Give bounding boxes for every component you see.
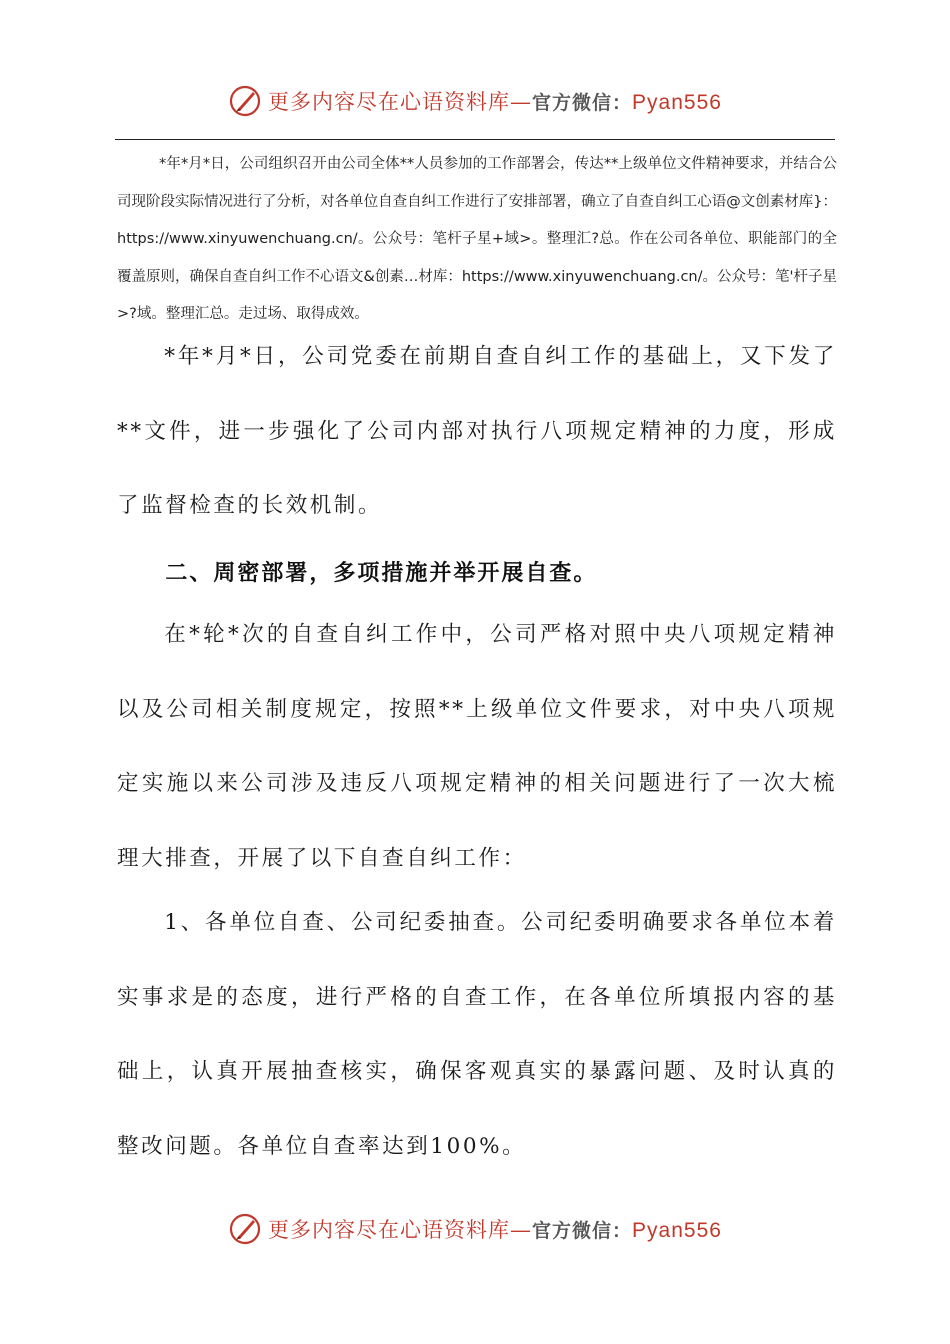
footer-watermark-banner xyxy=(0,1212,950,1246)
body-paragraph-3: 1、各单位自查、公司纪委抽查。公司纪委明确要求各单位本着实事求是的态度，进行严格的自查工作，在各单位所填报内容的基础上，认真开展抽查核实，确保客观真实的暴露问题、及时认真的整改问题。各单位自查率达到100%。 xyxy=(117,910,837,1159)
intro-paragraph: *年*月*日，公司组织召开由公司全体**人员参加的工作部署会，传达**上级单位文件精神要求，并结合公司现阶段实际情况进行了分析，对各单位自查自纠工作进行了安排部署，确立了自查自纠工心语@文创素材库}：https://www.xinyuwenchuang.cn/。公众号：笔杆子星+域>。整理汇?总。作在公司各单位、职能部门的全覆盖原则，确保自查自纠工作不心语文&创素…材库：https://www.xinyuwenchuang.cn/。公众号：笔'杆子星>?域。整理汇总。走过场、取得成效。 xyxy=(117,156,837,322)
watermark-text: 更多内容尽在心语资料库—官方微信：Pyan556 xyxy=(268,1218,722,1242)
header-divider xyxy=(115,139,835,140)
body-paragraph-2: 在*轮*次的自查自纠工作中，公司严格对照中央八项规定精神以及公司相关制度规定，按照**上级单位文件要求，对中央八项规定实施以来公司涉及违反八项规定精神的相关问题进行了一次大梳理大排查，开展了以下自查自纠工作： xyxy=(117,622,837,871)
section-heading-2: 二、周密部署，多项措施并举开展自查。 xyxy=(165,561,598,586)
quill-pen-logo-icon xyxy=(228,84,262,118)
body-paragraph-1: *年*月*日，公司党委在前期自查自纠工作的基础上，又下发了**文件，进一步强化了公司内部对执行八项规定精神的力度，形成了监督检查的长效机制。 xyxy=(117,344,837,518)
header-watermark-banner xyxy=(0,84,950,118)
watermark-text: 更多内容尽在心语资料库—官方微信：Pyan556 xyxy=(268,90,722,114)
quill-pen-logo-icon xyxy=(228,1212,262,1246)
